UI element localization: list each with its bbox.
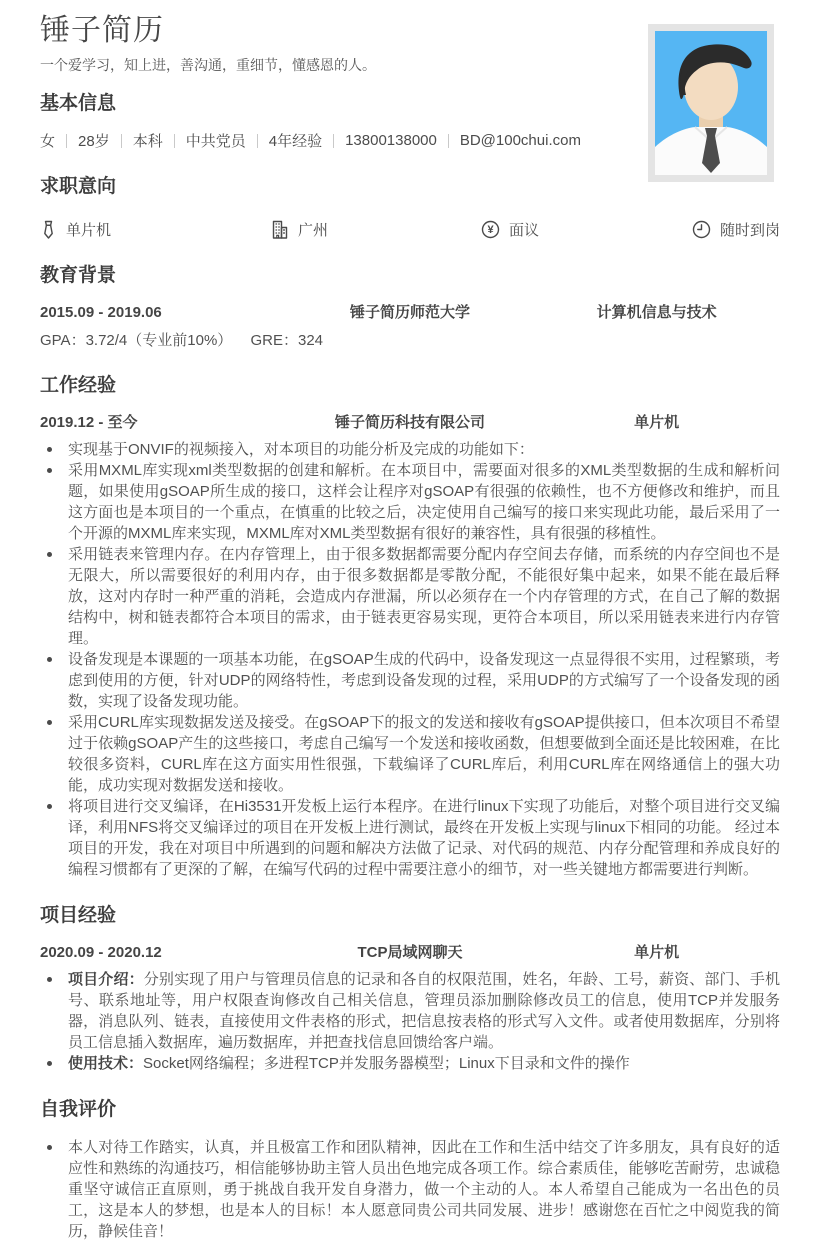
work-bullet-list [40, 439, 780, 880]
info-degree: 本科 [132, 133, 163, 150]
work-bullet: 采用链表来管理内存。在内存管理上，由于很多数据都需要分配内存空间去存储，而系统的内存空间也不是无限大，所以需要很好的利用内存，由于很多数据都是零散分配，不能很好集中起来，如果不能在最后释放，这对内存时一种严重的消耗，会造成内存泄漏，所以必须存在一个内存管理的方式，在自己了解的数据结构中，树和链表都符合本项目的需求，由于链表更容易实现，更符合本项目，所以采用链表来进行内存管理。 [40, 544, 780, 649]
resume-title: 锤子简历 [40, 14, 164, 47]
project-bullet-label: 使用技术： [68, 1055, 144, 1072]
info-email: BD@100chui.com [459, 132, 581, 149]
intent-availability-label: 随时到岗 [720, 222, 781, 239]
job-intention-row [40, 219, 780, 240]
tie-icon [40, 220, 57, 240]
info-political-status: 中共党员 [185, 133, 246, 150]
intent-city [270, 219, 481, 240]
education-major: 计算机信息与技术 [596, 304, 717, 321]
info-gender: 女 [40, 133, 56, 150]
education-detail [40, 329, 780, 350]
info-experience: 4年经验 [268, 133, 323, 150]
work-bullet: 将项目进行交叉编译，在Hi3531开发板上运行本程序。在进行linux下实现了功能后，对整个项目进行交叉编译，利用NFS将交叉编译过的项目在开发板上进行测试，最终在开发板上实现与linux下相同的功能。 经过本项目的开发，我在对项目中所遇到的问题和解决方法做了记录、对代码的规范、内存分配管理和养成良好的编程习惯都有了更深的了解，在编写代码的过程中需要注意小的细节，对一些关键地方都需要进行判断。 [40, 796, 780, 880]
intent-position [40, 219, 270, 240]
separator [448, 134, 449, 148]
education-school: 锤子简历师范大学 [349, 304, 470, 321]
clock-icon [692, 220, 711, 239]
separator [257, 134, 258, 148]
education-gre: GRE：324 [250, 332, 324, 349]
education-gpa: GPA：3.72/4（专业前10%） [40, 332, 233, 349]
work-period: 2019.12 - 至今 [40, 414, 138, 431]
section-title-work: 工作经验 [40, 375, 117, 396]
section-title-education: 教育背景 [40, 265, 117, 286]
project-role: 单片机 [634, 944, 680, 961]
project-row [40, 944, 780, 962]
education-row [40, 304, 780, 322]
project-name: TCP局域网聊天 [357, 944, 463, 961]
building-icon [270, 220, 289, 240]
avatar-illustration [655, 31, 767, 175]
work-bullet: 设备发现是本课题的一项基本功能，在gSOAP生成的代码中，设备发现这一点显得很不实用，过程繁琐，考虑到使用的方便，针对UDP的网络特性，考虑到设备发现的过程，采用UDP的方式编写了一个设备发现的函数，实现了设备发现功能。 [40, 649, 780, 712]
section-title-self-evaluation: 自我评价 [40, 1099, 117, 1120]
separator [333, 134, 334, 148]
section-title-basic-info: 基本信息 [40, 93, 117, 114]
project-bullet-list [40, 969, 780, 1074]
work-row [40, 414, 780, 432]
separator [174, 134, 175, 148]
work-bullet: 采用MXML库实现xml类型数据的创建和解析。在本项目中，需要面对很多的XML类型数据的生成和解析问题，如果使用gSOAP所生成的接口，这样会让程序对gSOAP有很强的依赖性，也不方便修改和维护，而且这方面也是本项目的一个重点，在慎重的比较之后，决定使用自己编写的接口来实现此功能，最后采用了一个开源的MXML库来实现，MXML库对XML类型数据有很好的兼容性，具有很强的移植性。 [40, 460, 780, 544]
separator [121, 134, 122, 148]
project-bullet [40, 1053, 780, 1074]
intent-city-label: 广州 [298, 222, 329, 239]
yen-symbol: ¥ [487, 223, 494, 236]
self-evaluation-text: 本人对待工作踏实，认真，并且极富工作和团队精神，因此在工作和生活中结交了许多朋友，具有良好的适应性和熟练的沟通技巧，相信能够协助主管人员出色地完成各项工作。综合素质佳，能够吃苦耐劳，忠诚稳重坚守诚信正直原则，勇于挑战自我开发自身潜力，做一个主动的人。本人希望自己能成为一名出色的员工，这是本人的梦想，也是本人的目标！本人愿意同贵公司共同发展、进步！感谢您在百忙之中阅览我的简历，静候佳音！ [40, 1137, 780, 1242]
salary-icon [481, 220, 500, 239]
project-period: 2020.09 - 2020.12 [40, 944, 162, 961]
work-company: 锤子简历科技有限公司 [334, 414, 485, 431]
info-age: 28岁 [78, 133, 110, 150]
intent-position-label: 单片机 [66, 222, 112, 239]
work-bullet: 实现基于ONVIF的视频接入，对本项目的功能分析及完成的功能如下： [40, 439, 780, 460]
work-role: 单片机 [634, 414, 680, 431]
intent-availability [692, 219, 780, 240]
project-bullet-text: 分别实现了用户与管理员信息的记录和各自的权限范围，姓名，年龄、工号，薪资、部门、手机号、联系地址等，用户权限查询修改自己相关信息，管理员添加删除修改员工的信息，使用TCP并发服务器，消息队列、链表，直接使用文件表格的形式，把信息按表格的形式写入文件。或者使用数据库，分别将员工信息插入数据库，遍历数据库，并把查找信息回馈给客户端。 [68, 971, 780, 1051]
self-evaluation-list [40, 1137, 780, 1242]
section-title-project: 项目经验 [40, 905, 117, 926]
project-bullet-label: 项目介绍： [68, 971, 144, 988]
project-bullet [40, 969, 780, 1053]
separator [66, 134, 67, 148]
work-bullet: 采用CURL库实现数据发送及接受。在gSOAP下的报文的发送和接收有gSOAP提供接口，但本次项目不希望过于依赖gSOAP产生的这些接口，考虑自己编写一个发送和接收函数，但想要做到全面还是比较困难，在比较很多资料，CURL库在这方面实用性很强，下载编译了CURL库后，利用CURL库在网络通信上的强大功能，成功实现对数据发送和接收。 [40, 712, 780, 796]
section-title-job-intention: 求职意向 [40, 176, 117, 197]
project-bullet-text: Socket网络编程；多进程TCP并发服务器模型；Linux下目录和文件的操作 [143, 1055, 630, 1072]
resume-tagline: 一个爱学习，知上进，善沟通，重细节，懂感恩的人。 [40, 57, 376, 73]
profile-photo [648, 24, 774, 182]
intent-salary [481, 219, 692, 240]
education-period: 2015.09 - 2019.06 [40, 304, 162, 321]
intent-salary-label: 面议 [509, 222, 540, 239]
info-phone: 13800138000 [345, 132, 437, 149]
